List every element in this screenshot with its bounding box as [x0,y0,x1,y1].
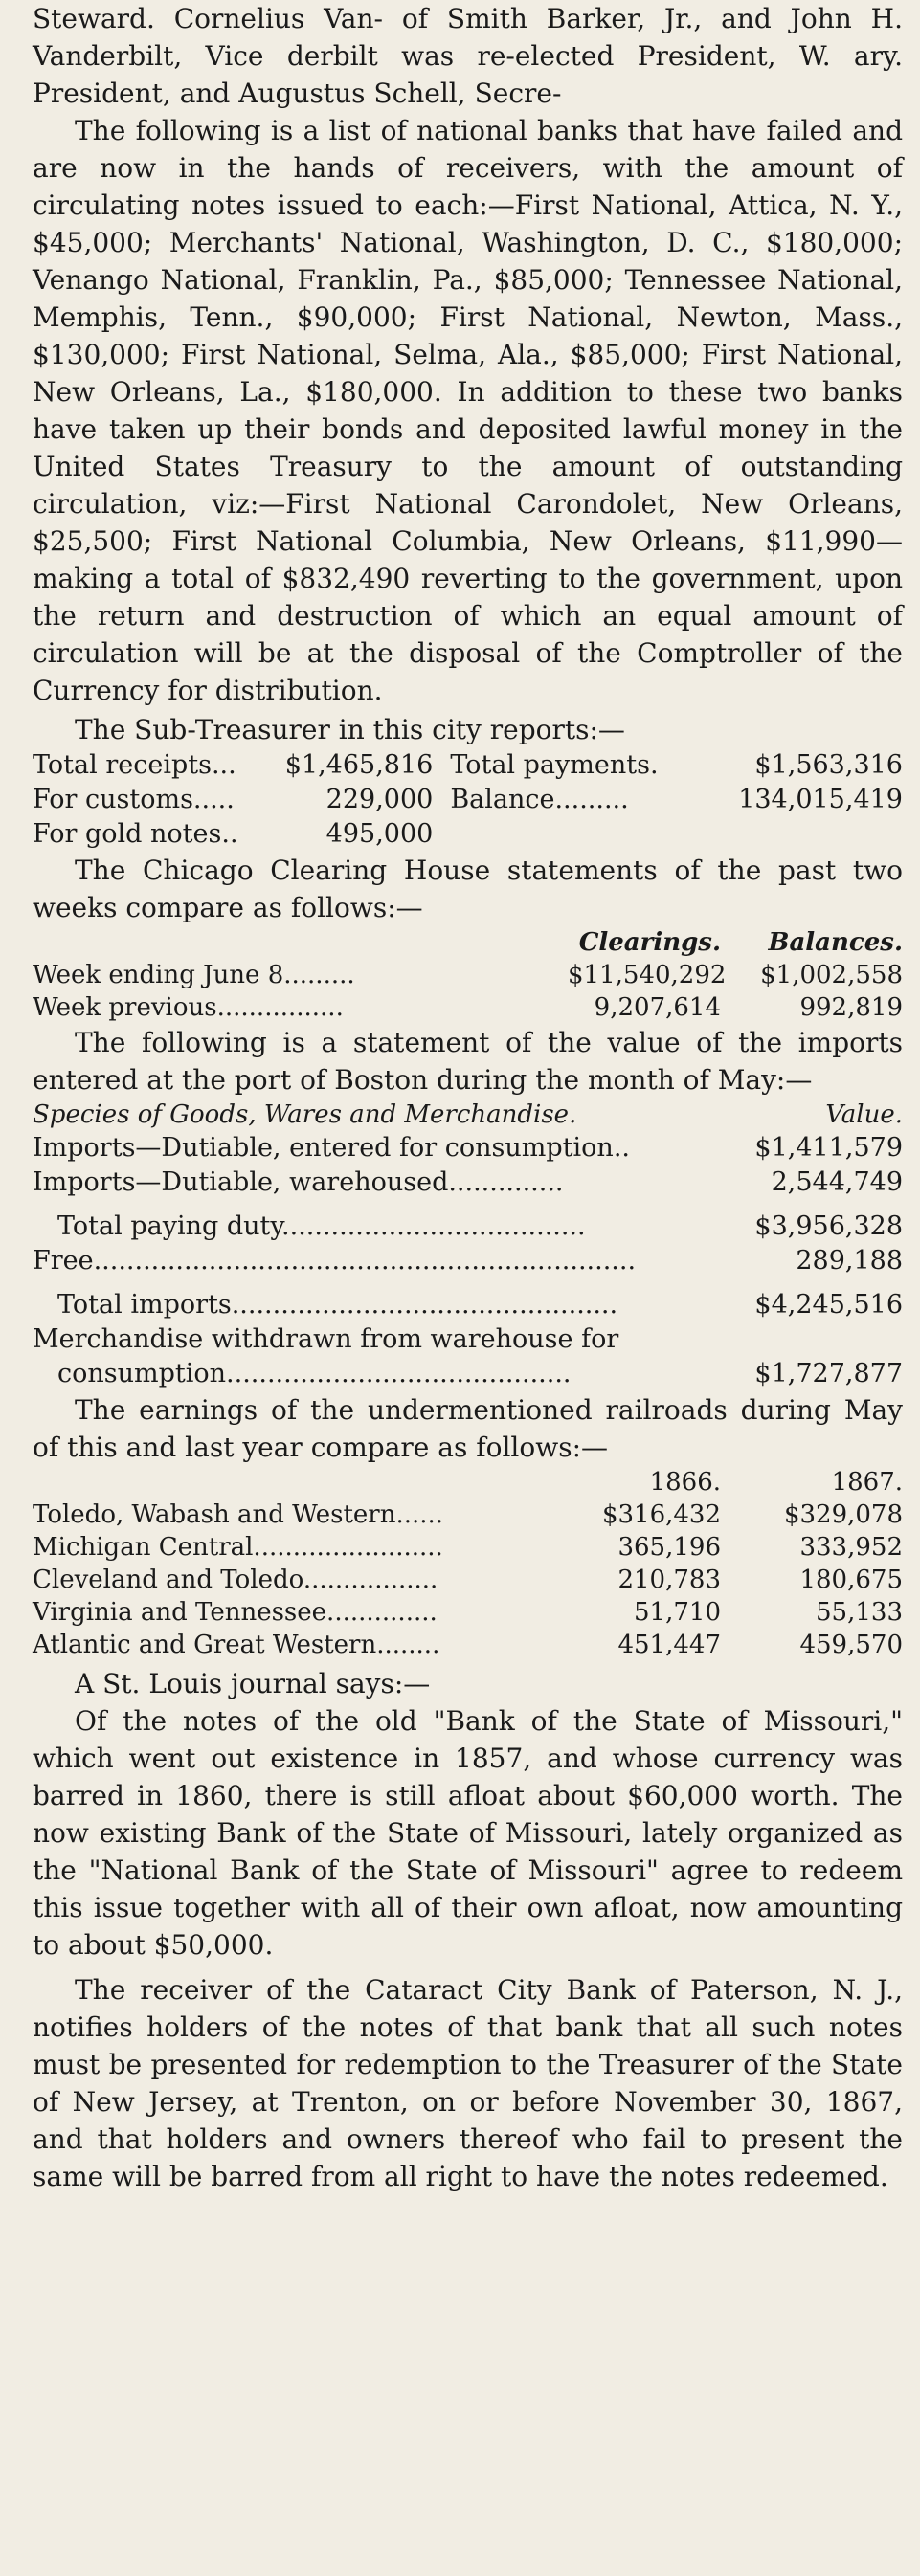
row-label: Virginia and Tennessee.............. [33,1598,438,1627]
cell: 180,675 [799,1566,903,1594]
label: For customs..... [33,785,235,814]
col-header-1866: 1866. [649,1468,721,1497]
table-row [33,817,903,852]
table-row [33,783,903,817]
label: For gold notes.. [33,819,238,849]
cell: 451,447 [617,1631,721,1659]
cell: $4,245,516 [754,1290,903,1320]
table-row [33,991,903,1024]
table-row [33,1596,903,1629]
railroad-table [33,1466,903,1661]
paragraph-st-louis: A St. Louis journal says:— [75,1668,431,1699]
table-row [33,1288,903,1322]
row-label: Atlantic and Great Western........ [33,1631,440,1659]
table-row [33,1357,903,1391]
col-header-balances: Balances. [768,928,903,957]
cell: $11,540,292 [568,961,727,989]
paragraph-railroad-earnings: The earnings of the undermentioned railroads during May of this and last year compare as follows:— [33,1394,903,1463]
row-label: Merchandise withdrawn from warehouse for [33,1324,619,1354]
paragraph-officers: Steward. Cornelius Van- of Smith Barker, Jr., and John H. Vanderbilt, Vice derbilt was re-elected President, W. ary. President, and Augustus Schell, Secre- [33,3,903,109]
paragraph-sub-treasurer: The Sub-Treasurer in this city reports:— [75,714,625,745]
cell: $1,002,558 [760,961,903,989]
col-header-goods: Species of Goods, Wares and Merchandise. [33,1100,577,1129]
cell: 365,196 [617,1533,721,1562]
cell: 289,188 [796,1246,903,1276]
row-label: Imports—Dutiable, entered for consumption.. [33,1133,630,1163]
cell: 459,570 [799,1631,903,1659]
sub-treasury-table [33,748,903,852]
row-label: Week ending June 8......... [33,961,355,989]
value: 495,000 [325,819,434,849]
row-label: Total imports............................................... [57,1290,618,1320]
value: 229,000 [325,785,434,814]
cell: 210,783 [617,1566,721,1594]
table-row [33,1499,903,1531]
label: Total receipts... [33,750,236,780]
paragraph-cataract-bank: The receiver of the Cataract City Bank of Paterson, N. J., notifies holders of the notes of that bank that all such notes must be presented for redemption to the Treasurer of the State of New Jersey, at Trenton, on or before November 30, 1867, and that holders and owners thereof who fail to present the same will be barred from all right to have the notes redeemed. [33,1974,903,2192]
cell: 333,952 [799,1533,903,1562]
paragraph-national-banks: The following is a list of national banks that have failed and are now in the hands of receivers, with the amount of circulating notes issued to each:—First National, Attica, N. Y., $45,000; Merchants' National, Washington, D. C., $180,000; Venango National, Franklin, Pa., $85,000; Tennessee National, Memphis, Tenn., $90,000; First National, Newton, Mass., $130,000; First National, Selma, Ala., $85,000; First National, New Orleans, La., $180,000. In addition to these two banks have taken up their bonds and deposited lawful money in the United States Treasury to the amount of outstanding circulation, viz:—First National Carondolet, New Orleans, $25,500; First National Columbia, New Orleans, $11,990—making a total of $832,490 reverting to the government, upon the return and destruction of which an equal amount of circulation will be at the disposal of the Comptroller of the Currency for distribution. [33,115,903,706]
row-label: consumption.......................................... [57,1359,572,1388]
imports-table [33,1099,903,1391]
table-row [33,1531,903,1564]
col-header-value: Value. [825,1100,903,1129]
label: Total payments. [450,750,659,780]
row-label: Imports—Dutiable, warehoused.............. [33,1167,564,1197]
paragraph-missouri-notes: Of the notes of the old "Bank of the State of Missouri," which went out existence in 1857, and whose currency was barred in 1860, there is still afloat about $60,000 worth. The now existing Bank of the State of Missouri, lately organized as the "National Bank of the State of Missouri" agree to redeem this issue together with all of their own afloat, now amounting to about $50,000. [33,1705,903,1961]
col-header-1867: 1867. [831,1468,903,1497]
col-header-clearings: Clearings. [578,928,721,957]
row-label: Toledo, Wabash and Western...... [33,1500,444,1529]
cell: 992,819 [799,993,903,1022]
cell: $329,078 [783,1500,903,1529]
paragraph-chicago-clearing: The Chicago Clearing House statements of the past two weeks compare as follows:— [33,855,903,923]
label: Balance......... [450,785,629,814]
table-row [33,959,903,991]
table-row [33,1564,903,1596]
clearing-table [33,926,903,1024]
cell: 2,544,749 [771,1167,903,1197]
row-label: Michigan Central........................ [33,1533,443,1562]
cell: $316,432 [601,1500,721,1529]
cell: 9,207,614 [594,993,721,1022]
cell: $1,411,579 [754,1133,903,1163]
table-row [33,1210,903,1244]
cell: 55,133 [816,1598,903,1627]
table-row [33,1322,903,1357]
paragraph-boston-imports: The following is a statement of the value of the imports entered at the port of Boston during the month of May:— [33,1027,903,1096]
cell: $3,956,328 [754,1211,903,1241]
table-row [33,1166,903,1200]
table-row [33,748,903,783]
row-label: Week previous................ [33,993,344,1022]
row-label: Total paying duty..................................... [57,1211,586,1241]
row-label: Cleveland and Toledo................. [33,1566,438,1594]
row-label: Free.................................................................. [33,1246,637,1276]
cell: $1,727,877 [754,1359,903,1388]
value: $1,465,816 [284,750,434,780]
table-row [33,1131,903,1166]
table-row [33,1244,903,1278]
value: 134,015,419 [738,785,903,814]
value: $1,563,316 [754,750,903,780]
table-row [33,1629,903,1661]
cell: 51,710 [634,1598,721,1627]
imports-header [33,1099,903,1131]
